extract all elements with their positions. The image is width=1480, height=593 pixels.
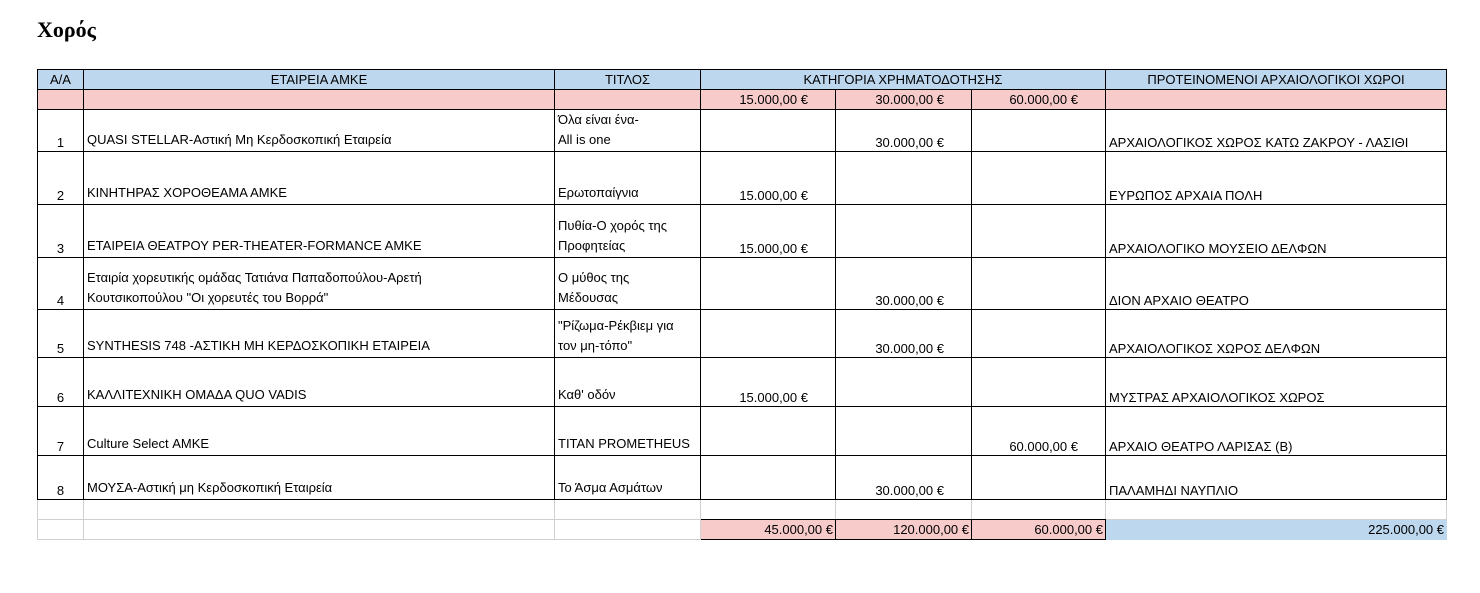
total-60k: 60.000,00 € [972,520,1106,540]
row-amount-60k [972,152,1106,205]
row-amount-30k: 30.000,00 € [836,258,972,310]
spacer-cell [701,500,836,520]
row-amount-15k [701,310,836,358]
category-empty [1106,90,1447,110]
row-number: 2 [38,152,84,205]
row-amount-60k [972,310,1106,358]
category-row [38,90,1447,110]
row-site: ΑΡΧΑΙΟ ΘΕΑΤΡΟ ΛΑΡΙΣΑΣ (Β) [1106,407,1447,456]
category-30k: 30.000,00 € [836,90,972,110]
row-company: ΚΙΝΗΤΗΡΑΣ ΧΟΡΟΘΕΑΜΑ ΑΜΚΕ [84,152,555,205]
row-amount-30k: 30.000,00 € [836,456,972,500]
row-site: ΑΡΧΑΙΟΛΟΓΙΚΟΣ ΧΩΡΟΣ ΚΑΤΩ ΖΑΚΡΟΥ - ΛΑΣΙΘΙ [1106,110,1447,152]
row-amount-60k [972,205,1106,258]
row-company: ΜΟΥΣΑ-Αστική μη Κερδοσκοπική Εταιρεία [84,456,555,500]
row-site: ΔΙΟΝ ΑΡΧΑΙΟ ΘΕΑΤΡΟ [1106,258,1447,310]
row-number: 6 [38,358,84,407]
header-company: ΕΤΑΙΡΕΙΑ ΑΜΚΕ [84,70,555,90]
row-site: ΑΡΧΑΙΟΛΟΓΙΚΟΣ ΧΩΡΟΣ ΔΕΛΦΩΝ [1106,310,1447,358]
row-site: ΠΑΛΑΜΗΔΙ ΝΑΥΠΛΙΟ [1106,456,1447,500]
total-15k: 45.000,00 € [701,520,836,540]
category-empty [38,90,84,110]
header-aa: Α/Α [38,70,84,90]
row-amount-15k: 15.000,00 € [701,152,836,205]
header-sites: ΠΡΟΤΕΙΝΟΜΕΝΟΙ ΑΡΧΑΙΟΛΟΓΙΚΟΙ ΧΩΡΟΙ [1106,70,1447,90]
table-row [38,110,1447,152]
row-title: Ερωτοπαίγνια [555,152,701,205]
row-site: ΕΥΡΩΠΟΣ ΑΡΧΑΙΑ ΠΟΛΗ [1106,152,1447,205]
row-amount-30k: 30.000,00 € [836,310,972,358]
category-empty [555,90,701,110]
row-amount-60k [972,456,1106,500]
table-row [38,205,1447,258]
header-row [38,70,1447,90]
row-amount-15k [701,456,836,500]
table-row [38,152,1447,205]
row-number: 1 [38,110,84,152]
totals-empty [555,520,701,540]
row-number: 7 [38,407,84,456]
row-company: Culture Select ΑΜΚΕ [84,407,555,456]
row-amount-60k [972,358,1106,407]
funding-table [37,69,1447,540]
spacer-cell [1106,500,1447,520]
spacer-cell [836,500,972,520]
row-number: 8 [38,456,84,500]
spacer-cell [84,500,555,520]
row-number: 3 [38,205,84,258]
row-number: 5 [38,310,84,358]
row-company: ΚΑΛΛΙΤΕΧΝΙΚΗ ΟΜΑΔΑ QUO VADIS [84,358,555,407]
row-title: Πυθία-Ο χορός της Προφητείας [555,205,701,258]
row-title: Ο μύθος της Μέδουσας [555,258,701,310]
header-category: ΚΑΤΗΓΟΡΙΑ ΧΡΗΜΑΤΟΔΟΤΗΣΗΣ [701,70,1106,90]
row-amount-60k [972,258,1106,310]
grand-total: 225.000,00 € [1106,520,1447,540]
page-title: Χορός [37,17,96,42]
row-site: ΜΥΣΤΡΑΣ ΑΡΧΑΙΟΛΟΓΙΚΟΣ ΧΩΡΟΣ [1106,358,1447,407]
row-title: Καθ' οδόν [555,358,701,407]
row-amount-60k: 60.000,00 € [972,407,1106,456]
totals-row [38,520,1447,540]
row-site: ΑΡΧΑΙΟΛΟΓΙΚΟ ΜΟΥΣΕΙΟ ΔΕΛΦΩΝ [1106,205,1447,258]
row-company: SYNTHESIS 748 -ΑΣΤΙΚΗ ΜΗ ΚΕΡΔΟΣΚΟΠΙΚΗ ΕΤΑΙΡΕΙΑ [84,310,555,358]
row-company: QUASI STELLAR-Αστική Μη Κερδοσκοπική Εταιρεία [84,110,555,152]
row-company: ΕΤΑΙΡΕΙΑ ΘΕΑΤΡΟΥ PER-THEATER-FORMANCE AMKE [84,205,555,258]
row-amount-15k [701,110,836,152]
total-30k: 120.000,00 € [836,520,972,540]
row-number: 4 [38,258,84,310]
table-row [38,456,1447,500]
spacer-row [38,500,1447,520]
row-title: TITAN PROMETHEUS [555,407,701,456]
row-amount-15k: 15.000,00 € [701,205,836,258]
row-amount-15k [701,258,836,310]
category-60k: 60.000,00 € [972,90,1106,110]
row-title: Όλα είναι ένα- All is one [555,110,701,152]
row-amount-15k: 15.000,00 € [701,358,836,407]
category-empty [84,90,555,110]
row-amount-30k [836,152,972,205]
category-15k: 15.000,00 € [701,90,836,110]
row-company: Εταιρία χορευτικής ομάδας Τατιάνα Παπαδοπούλου-Αρετή Κουτσικοπούλου "Οι χορευτές του Βορρά" [84,258,555,310]
row-amount-30k: 30.000,00 € [836,110,972,152]
row-amount-30k [836,407,972,456]
totals-empty [84,520,555,540]
spacer-cell [972,500,1106,520]
row-amount-30k [836,205,972,258]
row-title: Το Άσμα Ασμάτων [555,456,701,500]
table-row [38,310,1447,358]
row-amount-60k [972,110,1106,152]
row-title: "Ρίζωμα-Ρέκβιεμ για τον μη-τόπο" [555,310,701,358]
table-row [38,358,1447,407]
header-title: ΤΙΤΛΟΣ [555,70,701,90]
table-row [38,407,1447,456]
row-amount-15k [701,407,836,456]
row-amount-30k [836,358,972,407]
totals-empty [38,520,84,540]
spacer-cell [555,500,701,520]
spacer-cell [38,500,84,520]
table-row [38,258,1447,310]
